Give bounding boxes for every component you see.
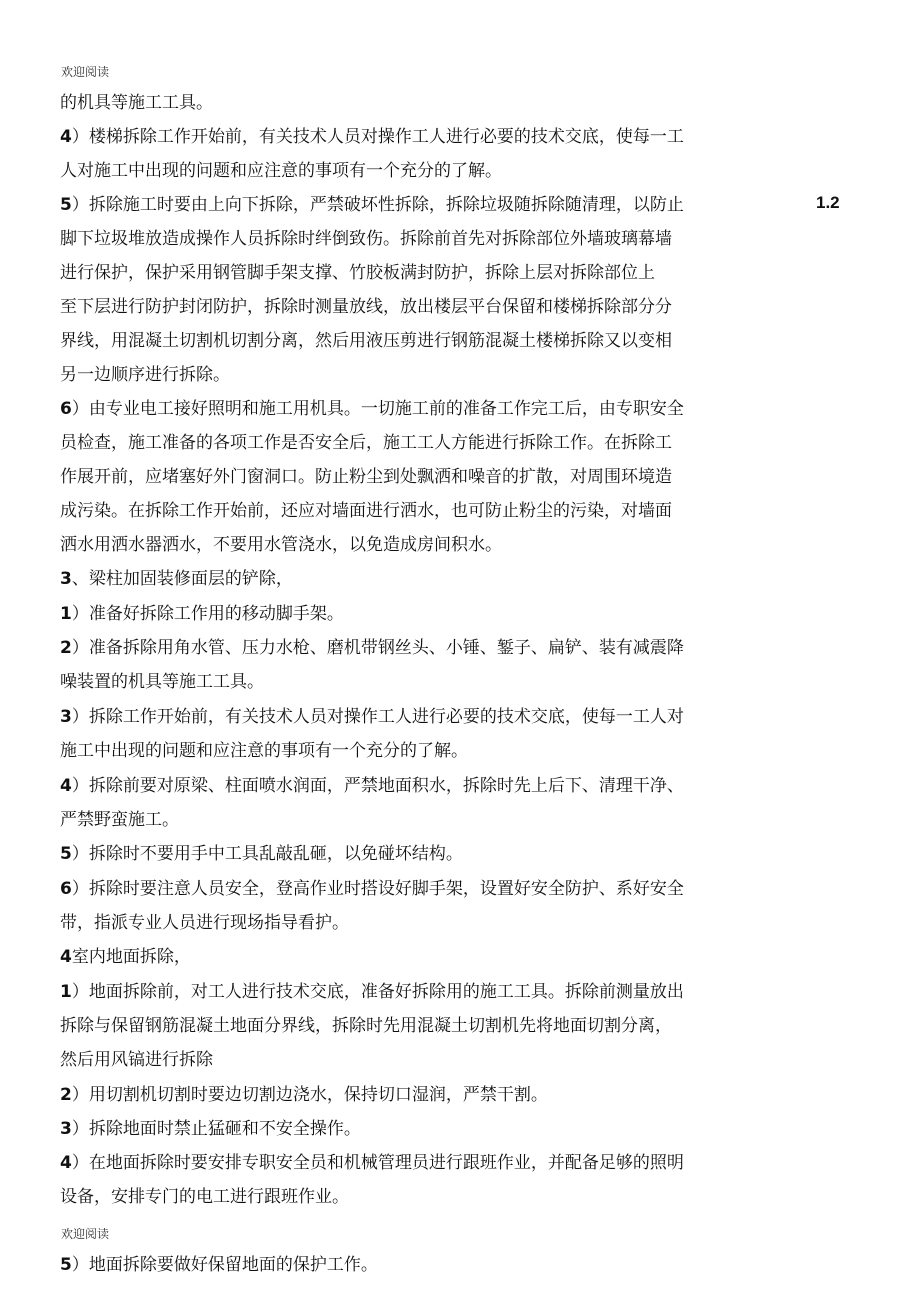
text-line [60, 329, 790, 353]
text-line [60, 1151, 790, 1175]
line-text: 作展开前，应堵塞好外门窗洞口。防止粉尘到处飘洒和噪音的扩散，对周围环境造 [60, 467, 672, 487]
text-line [60, 397, 790, 421]
text-line [60, 465, 790, 489]
line-text: 拆除与保留钢筋混凝土地面分界线，拆除时先用混凝土切割机先将地面切割分离， [60, 1016, 672, 1036]
text-line [60, 1048, 790, 1072]
line-text: 、梁柱加固装修面层的铲除， [71, 569, 293, 589]
text-line [60, 705, 790, 729]
text-line [60, 295, 790, 319]
text-line [60, 1253, 790, 1277]
line-text: ）准备好拆除工作用的移动脚手架。 [71, 604, 344, 624]
text-line [60, 125, 790, 149]
text-line [60, 431, 790, 455]
text-line [60, 193, 790, 217]
text-line [60, 945, 790, 969]
line-text: 严禁野蛮施工。 [60, 810, 179, 830]
text-line [60, 1185, 790, 1209]
item-number: 2 [60, 1085, 72, 1105]
item-number: 4 [60, 127, 72, 147]
line-text: ）用切割机切割时要边切割边浇水，保持切口湿润，严禁干割。 [71, 1085, 548, 1105]
line-text: 脚下垃圾堆放造成操作人员拆除时绊倒致伤。拆除前首先对拆除部位外墙玻璃幕墙 [60, 229, 672, 249]
text-line [60, 1117, 790, 1141]
item-number: 6 [60, 879, 72, 899]
line-text: ）拆除前要对原梁、柱面喷水润面，严禁地面积水，拆除时先上后下、清理干净、 [71, 776, 684, 796]
item-number: 5 [60, 844, 72, 864]
line-text: 人对施工中出现的问题和应注意的事项有一个充分的了解。 [60, 161, 502, 181]
item-number: 2 [60, 638, 72, 658]
page-header-top: 欢迎阅读 [61, 65, 110, 79]
line-text: 设备，安排专门的电工进行跟班作业。 [60, 1187, 349, 1207]
line-text: 员检查，施工准备的各项工作是否安全后，施工工人方能进行拆除工作。在拆除工 [60, 433, 672, 453]
line-text: 带，指派专业人员进行现场指导看护。 [60, 913, 349, 933]
item-number: 1 [60, 604, 72, 624]
line-text: ）拆除施工时要由上向下拆除，严禁破坏性拆除，拆除垃圾随拆除随清理，以防止 [71, 195, 684, 215]
line-text: ）拆除时要注意人员安全，登高作业时搭设好脚手架，设置好安全防护、系好安全 [71, 879, 684, 899]
text-line [60, 842, 790, 866]
item-number: 1 [60, 982, 72, 1002]
page-header-bottom: 欢迎阅读 [61, 1227, 110, 1241]
item-number: 3 [60, 707, 72, 727]
text-line [60, 363, 790, 387]
text-line [60, 774, 790, 798]
item-number: 4 [60, 776, 72, 796]
text-line [60, 159, 790, 183]
item-number: 5 [60, 1255, 72, 1275]
text-line [60, 1083, 790, 1107]
text-line [60, 261, 790, 285]
line-text: 至下层进行防护封闭防护，拆除时测量放线，放出楼层平台保留和楼梯拆除部分分 [60, 297, 672, 317]
item-number: 3 [60, 1119, 72, 1139]
line-text: 的机具等施工工具。 [60, 93, 213, 113]
line-text: ）在地面拆除时要安排专职安全员和机械管理员进行跟班作业，并配备足够的照明 [71, 1153, 684, 1173]
line-text: 成污染。在拆除工作开始前，还应对墙面进行洒水，也可防止粉尘的污染，对墙面 [60, 501, 672, 521]
item-number: 5 [60, 195, 72, 215]
line-text: ）拆除工作开始前，有关技术人员对操作工人进行必要的技术交底，使每一工人对 [71, 707, 684, 727]
text-line [60, 533, 790, 557]
line-text: 另一边顺序进行拆除。 [60, 365, 230, 385]
text-line [60, 980, 790, 1004]
line-text: ）由专业电工接好照明和施工用机具。一切施工前的准备工作完工后，由专职安全 [71, 399, 684, 419]
line-text: ）准备拆除用角水管、压力水枪、磨机带钢丝头、小锤、錾子、扁铲、装有减震降 [71, 638, 684, 658]
line-text: ）地面拆除要做好保留地面的保护工作。 [71, 1255, 378, 1275]
line-text: 进行保护，保护采用钢管脚手架支撑、竹胶板满封防护，拆除上层对拆除部位上 [60, 263, 655, 283]
item-number: 3 [60, 569, 72, 589]
text-line [60, 670, 790, 694]
text-line [60, 739, 790, 763]
text-line [60, 877, 790, 901]
line-text: 然后用风镐进行拆除 [60, 1050, 213, 1070]
item-number: 6 [60, 399, 72, 419]
margin-number: 1.2 [816, 193, 840, 212]
item-number: 4 [60, 947, 72, 967]
line-text: ）地面拆除前，对工人进行技术交底，准备好拆除用的施工工具。拆除前测量放出 [71, 982, 684, 1002]
text-line [60, 91, 790, 115]
text-line [60, 602, 790, 626]
item-number: 4 [60, 1153, 72, 1173]
text-line [60, 227, 790, 251]
line-text: 噪装置的机具等施工工具。 [60, 672, 264, 692]
line-text: ）拆除时不要用手中工具乱敲乱砸，以免碰坏结构。 [71, 844, 463, 864]
line-text: 洒水用洒水器洒水，不要用水管浇水，以免造成房间积水。 [60, 535, 502, 555]
line-text: ）拆除地面时禁止猛砸和不安全操作。 [71, 1119, 361, 1139]
line-text: 室内地面拆除， [71, 947, 191, 967]
line-text: 施工中出现的问题和应注意的事项有一个充分的了解。 [60, 741, 468, 761]
text-line [60, 636, 790, 660]
line-text: ）楼梯拆除工作开始前，有关技术人员对操作工人进行必要的技术交底，使每一工 [71, 127, 684, 147]
text-line [60, 1014, 790, 1038]
text-line [60, 808, 790, 832]
line-text: 界线，用混凝土切割机切割分离，然后用液压剪进行钢筋混凝土楼梯拆除又以变相 [60, 331, 672, 351]
text-line [60, 499, 790, 523]
text-line [60, 567, 790, 591]
text-line [60, 911, 790, 935]
